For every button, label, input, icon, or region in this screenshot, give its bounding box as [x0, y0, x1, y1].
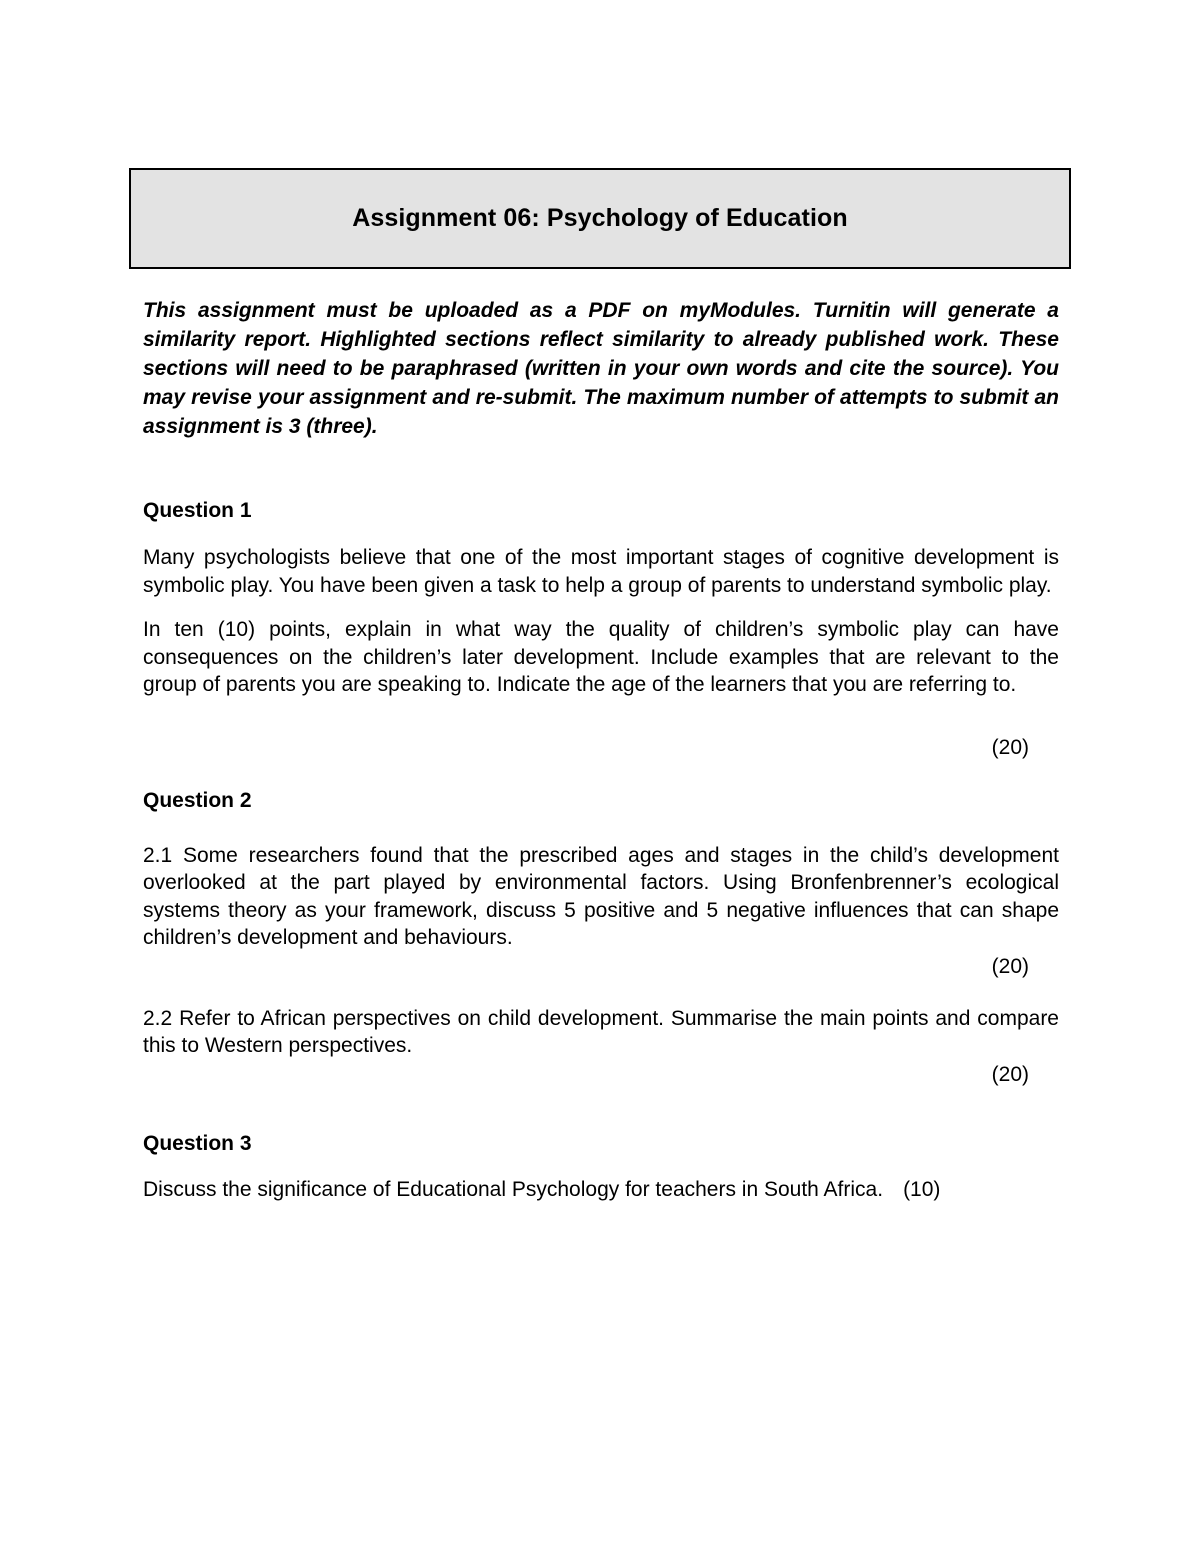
question-3-text-line — [143, 1176, 1059, 1204]
question-2-section — [143, 787, 1059, 1088]
question-2-2-text: 2.2 Refer to African perspectives on child development. Summarise the main points and compare this to Western perspectives. — [143, 1006, 1059, 1057]
document-title: Assignment 06: Psychology of Education — [352, 204, 848, 232]
question-3-section — [143, 1130, 1059, 1204]
document-body — [143, 296, 1059, 1203]
title-box — [129, 168, 1071, 269]
question-1-heading: Question 1 — [143, 499, 252, 522]
question-2-1-marks: (20) — [991, 954, 1029, 978]
question-1-paragraph-2: In ten (10) points, explain in what way the quality of children’s symbolic play can have consequences on the children’s later development. Include examples that are relevant to the group of parents you are speaking to. Indicate the age of the learners that you are referring to. — [143, 618, 1059, 696]
question-1-marks: (20) — [991, 735, 1029, 759]
question-2-heading: Question 2 — [143, 788, 252, 812]
question-1-section — [143, 497, 1059, 761]
submission-notice: This assignment must be uploaded as a PDF on myModules. Turnitin will generate a similarity report. Highlighted sections reflect similarity to already published work. These sections will need to be paraphrased (written in your own words and cite the source). You may revise your assignment and re-submit. The maximum number of attempts to submit an assignment is 3 (three). — [143, 299, 1059, 438]
question-2-2-marks: (20) — [991, 1062, 1029, 1086]
question-2-1-text: 2.1 Some researchers found that the prescribed ages and stages in the child’s development overlooked at the part played by environmental factors. Using Bronfenbrenner’s ecological systems theory as your framework, discuss 5 positive and 5 negative influences that can shape children’s development and behaviours. — [143, 843, 1059, 949]
question-3-text: Discuss the significance of Educational Psychology for teachers in South Africa. — [143, 1177, 884, 1201]
question-3-heading: Question 3 — [143, 1131, 252, 1155]
question-3-marks: (10) — [903, 1177, 941, 1201]
question-1-paragraph-1: Many psychologists believe that one of the most important stages of cognitive development is symbolic play. You have been given a task to help a group of parents to understand symbolic play. — [143, 546, 1059, 597]
